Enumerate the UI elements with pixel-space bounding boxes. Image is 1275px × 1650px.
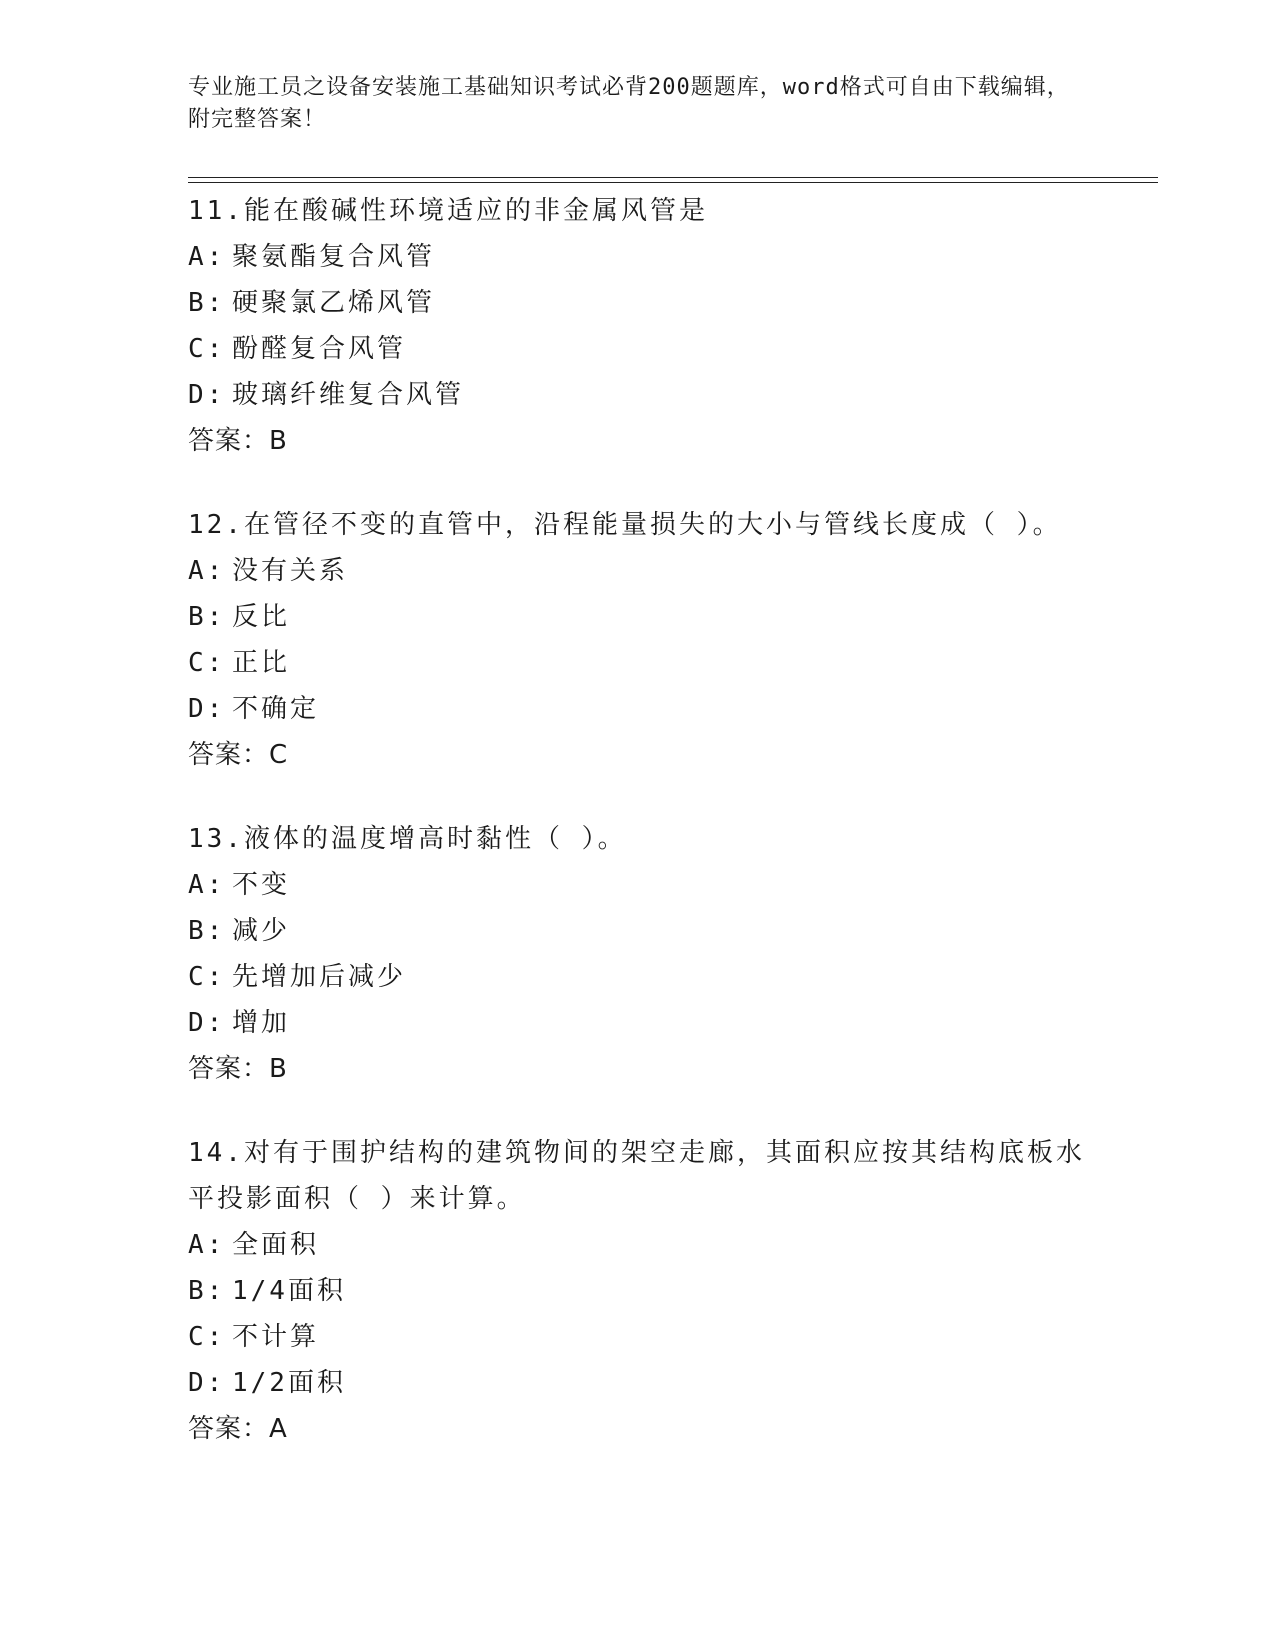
option-text: 先增加后减少 (232, 962, 407, 992)
option-d (188, 686, 1088, 732)
option-letter: D: (188, 380, 226, 410)
option-a (188, 548, 1088, 594)
answer-value: A (269, 1414, 288, 1444)
option-text: 玻璃纤维复合风管 (232, 380, 465, 410)
header-divider-bottom (188, 182, 1158, 183)
question-14 (188, 1130, 1088, 1452)
option-letter: A: (188, 556, 226, 586)
question-stem: 14.对有于围护结构的建筑物间的架空走廊，其面积应按其结构底板水平投影面积（ ）来计算。 (188, 1138, 1085, 1214)
option-letter: D: (188, 1368, 226, 1398)
option-letter: A: (188, 870, 226, 900)
option-letter: C: (188, 334, 226, 364)
option-text: 减少 (232, 916, 291, 946)
option-text: 硬聚氯乙烯风管 (232, 288, 436, 318)
option-letter: B: (188, 1276, 226, 1306)
answer-line (188, 1046, 1088, 1092)
option-b (188, 594, 1088, 640)
option-letter: B: (188, 288, 226, 318)
option-text: 正比 (232, 648, 291, 678)
answer-line (188, 732, 1088, 778)
answer-label: 答案： (188, 1054, 270, 1084)
option-letter: C: (188, 962, 226, 992)
option-letter: A: (188, 242, 226, 272)
option-letter: B: (188, 916, 226, 946)
option-text: 增加 (232, 1008, 291, 1038)
option-letter: C: (188, 1322, 226, 1352)
option-d (188, 1000, 1088, 1046)
answer-line (188, 418, 1088, 464)
option-d (188, 372, 1088, 418)
question-12 (188, 502, 1088, 778)
option-letter: D: (188, 694, 226, 724)
answer-line (188, 1406, 1088, 1452)
answer-label: 答案： (188, 426, 270, 456)
option-text: 不变 (232, 870, 291, 900)
option-c (188, 326, 1088, 372)
option-a (188, 862, 1088, 908)
option-c (188, 954, 1088, 1000)
option-a (188, 1222, 1088, 1268)
option-text: 酚醛复合风管 (232, 334, 407, 364)
option-letter: B: (188, 602, 226, 632)
option-text: 没有关系 (232, 556, 349, 586)
question-stem: 11.能在酸碱性环境适应的非金属风管是 (188, 196, 708, 226)
option-d (188, 1360, 1088, 1406)
answer-label: 答案： (188, 1414, 270, 1444)
option-text: 全面积 (232, 1230, 320, 1260)
option-b (188, 1268, 1088, 1314)
option-b (188, 908, 1088, 954)
option-text: 聚氨酯复合风管 (232, 242, 436, 272)
option-b (188, 280, 1088, 326)
question-13 (188, 816, 1088, 1092)
option-c (188, 640, 1088, 686)
option-text: 1/2面积 (232, 1368, 346, 1398)
answer-label: 答案： (188, 740, 270, 770)
option-c (188, 1314, 1088, 1360)
answer-value: C (269, 740, 289, 770)
option-letter: C: (188, 648, 226, 678)
question-stem: 12.在管径不变的直管中，沿程能量损失的大小与管线长度成（ ）。 (188, 510, 1062, 540)
option-letter: D: (188, 1008, 226, 1038)
header-divider-top (188, 177, 1158, 178)
question-11 (188, 188, 1088, 464)
option-text: 不确定 (232, 694, 320, 724)
option-text: 不计算 (232, 1322, 320, 1352)
document-header: 专业施工员之设备安装施工基础知识考试必背200题题库，word格式可自由下载编辑，附完整答案！ (188, 75, 1070, 132)
question-list (188, 188, 1088, 1490)
option-a (188, 234, 1088, 280)
option-letter: A: (188, 1230, 226, 1260)
option-text: 1/4面积 (232, 1276, 346, 1306)
answer-value: B (269, 426, 288, 456)
option-text: 反比 (232, 602, 291, 632)
question-stem: 13.液体的温度增高时黏性（ ）。 (188, 824, 627, 854)
answer-value: B (269, 1054, 288, 1084)
